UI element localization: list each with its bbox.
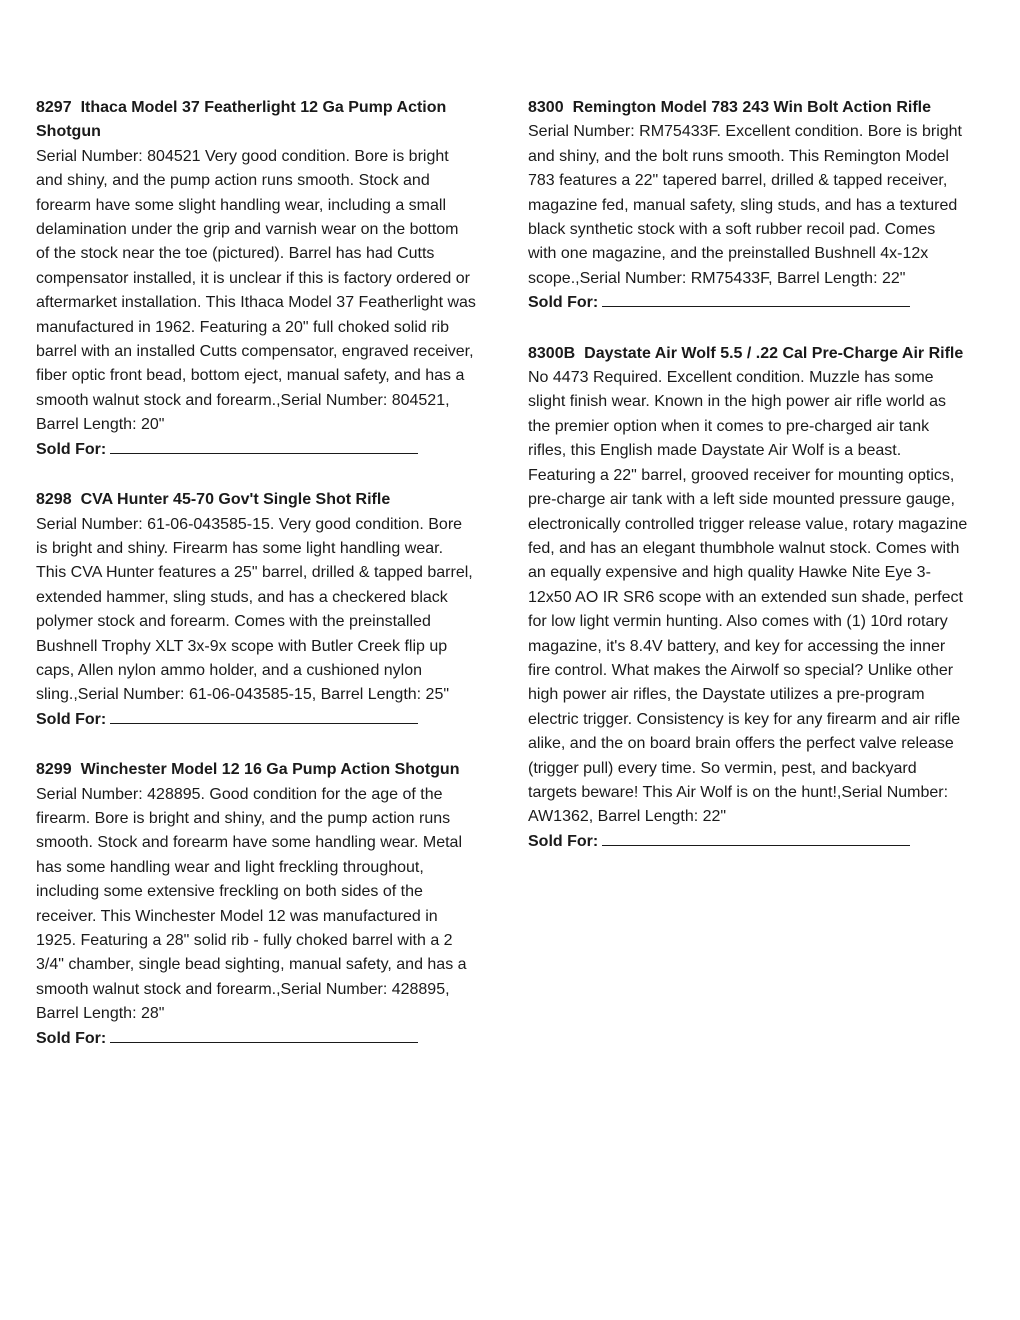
lot-number: 8297 [36, 99, 72, 116]
sold-for-blank [110, 722, 418, 724]
sold-for-label: Sold For: [528, 832, 599, 850]
lot-8299 [36, 758, 476, 1051]
sold-for-blank [110, 1041, 418, 1043]
sold-for-line [36, 708, 476, 732]
lot-8300b [528, 342, 968, 855]
lot-title [36, 96, 476, 145]
sold-for-blank [602, 844, 910, 846]
lot-name: Ithaca Model 37 Featherlight 12 Ga Pump Action Shotgun [36, 99, 447, 141]
sold-for-label: Sold For: [36, 1029, 107, 1047]
lot-number: 8300B [528, 344, 576, 362]
lot-title [36, 758, 476, 782]
lot-description: Serial Number: 428895. Good condition for the age of the firearm. Bore is bright and shiny, and the pump action runs smooth. Stock and forearm have some handling wear. Metal has some handling wear and light freckling throughout, including some extensive freckling on both sides of the receiver. This Winchester Model 12 was manufactured in 1925. Featuring a 28" solid rib - fully choked barrel with a 2 3/4" chamber, single bead sighting, manual safety, and has a smooth walnut stock and forearm.,Serial Number: 428895, Barrel Length: 28" [36, 785, 467, 1023]
left-column [36, 96, 476, 1077]
lot-name: Remington Model 783 243 Win Bolt Action Rifle [572, 99, 931, 116]
lot-8298 [36, 488, 476, 732]
lot-number: 8298 [36, 491, 72, 509]
lot-number: 8299 [36, 761, 72, 779]
lot-description: Serial Number: 61-06-043585-15. Very good condition. Bore is bright and shiny. Firearm has some light handling wear. This CVA Hunter features a 25" barrel, drilled & tapped barrel, extended hammer, sling studs, and has a checkered black polymer stock and forearm. Comes with the preinstalled Bushnell Trophy XLT 3x-9x scope with Butler Creek flip up caps, Allen nylon ammo holder, and a cushioned nylon sling.,Serial Number: 61-06-043585-15, Barrel Length: 25" [36, 515, 473, 704]
right-column [528, 96, 968, 880]
lot-title [528, 342, 968, 366]
lot-name: Daystate Air Wolf 5.5 / .22 Cal Pre-Charge Air Rifle [584, 344, 964, 362]
lot-8300 [528, 96, 968, 316]
sold-for-line [528, 830, 968, 854]
lot-description: Serial Number: RM75433F. Excellent condition. Bore is bright and shiny, and the bolt runs smooth. This Remington Model 783 features a 22" tapered barrel, drilled & tapped receiver, magazine fed, manual safety, sling studs, and has a textured black synthetic stock with a soft rubber recoil pad. Comes with one magazine, and the preinstalled Bushnell 4x-12x scope.,Serial Number: RM75433F, Barrel Length: 22" [528, 123, 962, 287]
sold-for-blank [110, 452, 418, 454]
lot-name: CVA Hunter 45-70 Gov't Single Shot Rifle [80, 491, 391, 509]
sold-for-line [528, 291, 968, 315]
sold-for-line [36, 438, 476, 462]
sold-for-label: Sold For: [36, 440, 107, 458]
sold-for-blank [602, 305, 910, 307]
sold-for-label: Sold For: [528, 294, 599, 312]
lot-description: Serial Number: 804521 Very good condition. Bore is bright and shiny, and the pump action runs smooth. Stock and forearm have some slight handling wear, including a small delamination under the grip and varnish wear on the bottom of the stock near the toe (pictured). Barrel has had Cutts compensator installed, it is unclear if this is factory ordered or aftermarket installation. This Ithaca Model 37 Featherlight was manufactured in 1962. Featuring a 20" full choked solid rib barrel with an installed Cutts compensator, engraved receiver, fiber optic front bead, bottom eject, manual safety, and has a smooth walnut stock and forearm.,Serial Number: 804521, Barrel Length: 20" [36, 147, 476, 434]
lot-number: 8300 [528, 99, 564, 116]
sold-for-line [36, 1027, 476, 1051]
lot-8297 [36, 96, 476, 462]
lot-title [36, 488, 476, 512]
lot-description: No 4473 Required. Excellent condition. Muzzle has some slight finish wear. Known in the high power air rifle world as the premier option when it comes to pre-charged air tank rifles, this English made Daystate Air Wolf is a beast. Featuring a 22" barrel, grooved receiver for mounting optics, pre-charge air tank with a left side mounted pressure gauge, electronically controlled trigger release value, rotary magazine fed, and has an elegant thumbhole walnut stock. Comes with an equally expensive and high quality Hawke Nite Eye 3-12x50 AO IR SR6 scope with an extended sun shade, perfect for low light vermin hunting. Also comes with (1) 10rd rotary magazine, it's 8.4V battery, and key for accessing the inner fire control. What makes the Airwolf so special? Unlike other high power air rifles, the Daystate utilizes a pre-program electric trigger. Consistency is key for any firearm and air rifle alike, and the on board brain offers the perfect valve release (trigger pull) every time. So vermin, pest, and backyard targets beware! This Air Wolf is on the hunt!,Serial Number: AW1362, Barrel Length: 22" [528, 369, 968, 826]
sold-for-label: Sold For: [36, 710, 107, 728]
lot-name: Winchester Model 12 16 Ga Pump Action Shotgun [80, 761, 460, 779]
lot-title [528, 96, 968, 120]
